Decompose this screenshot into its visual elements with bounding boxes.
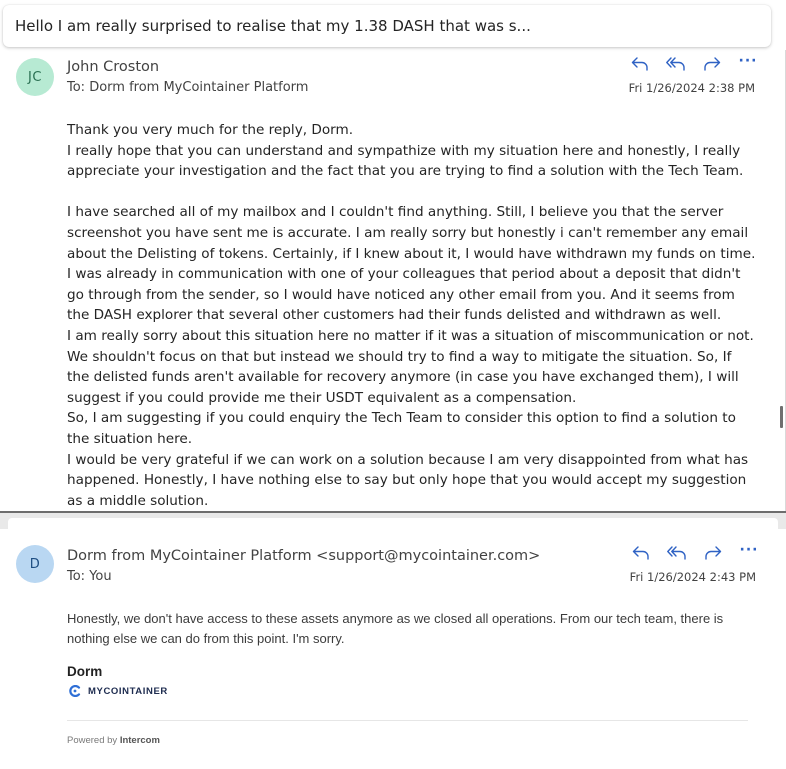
subject-title: Hello I am really surprised to realise that my 1.38 DASH that was s...: [15, 17, 531, 35]
body-paragraph: I really hope that you can understand and sympathize with my situation here and honestly, I really appreciate your investigation and the fact that you are trying to find a solution with the Tech Team.: [67, 142, 744, 180]
reply-all-icon[interactable]: [666, 543, 688, 563]
avatar[interactable]: JC: [16, 58, 54, 96]
more-icon[interactable]: ···: [738, 53, 758, 69]
message-date: Fri 1/26/2024 2:43 PM: [629, 570, 756, 584]
avatar[interactable]: D: [16, 545, 54, 583]
reply-icon[interactable]: [630, 543, 652, 563]
message-date: Fri 1/26/2024 2:38 PM: [628, 81, 755, 95]
forward-icon[interactable]: [701, 54, 723, 74]
powered-brand[interactable]: Intercom: [119, 735, 160, 746]
reply-all-icon[interactable]: [665, 54, 687, 74]
divider: [67, 720, 748, 721]
sender-name[interactable]: Dorm from MyCointainer Platform <support@mycointainer.com>: [67, 548, 541, 564]
reply-icon[interactable]: [629, 54, 651, 74]
powered-prefix: Powered by: [67, 735, 120, 746]
sender-name[interactable]: John Croston: [67, 59, 160, 75]
recipient-line: To: Dorm from MyCointainer Platform: [67, 80, 309, 95]
signature-logo: [69, 685, 168, 697]
body-paragraph: I would be very grateful if we can work on a solution because I am very disappointed from what has happened. Honestly, I have nothing else to say but only hope that you would accept my suggestion as a middle solution.: [67, 451, 749, 509]
forward-icon[interactable]: [702, 543, 724, 563]
brand-name: MYCOINTAINER: [88, 685, 168, 697]
mycointainer-logo-icon: [69, 685, 81, 697]
message-actions: [630, 543, 760, 563]
blank-line: [67, 182, 757, 203]
message-body: Honestly, we don't have access to these assets anymore as we closed all operations. From our tech team, there is nothing else we can do from this point. I'm sorry.: [67, 611, 724, 646]
signature-name: Dorm: [67, 664, 103, 679]
subject-header: [3, 5, 771, 47]
body-paragraph: So, I am suggesting if you could enquiry the Tech Team to consider this option to find a solution to the situation here.: [67, 410, 736, 447]
recipient-line: To: You: [67, 569, 112, 584]
body-paragraph: Thank you very much for the reply, Dorm.: [67, 122, 354, 138]
body-paragraph: I have searched all of my mailbox and I couldn't find anything. Still, I believe you that the server screenshot you have sent me is accurate. I am really sorry but honestly i can't remember any email about the Delisting of tokens. Certainly, if I knew about it, I would have withdrawn my funds on time. I was already in communication with one of your colleagues that period about a deposit that didn't go through from the sender, so I would have noticed any other email from you. And it seems from the DASH explorer that several other customers had their funds delisted and withdrawn as well.: [67, 204, 756, 324]
scrollbar-thumb[interactable]: [780, 406, 783, 428]
message-john-croston[interactable]: [0, 50, 786, 512]
card-top-edge: [8, 518, 778, 529]
powered-by: [67, 735, 160, 746]
more-icon[interactable]: ···: [739, 542, 759, 558]
message-body: [67, 120, 757, 511]
body-paragraph: I am really sorry about this situation here no matter if it was a situation of miscommunication or not. We shouldn't focus on that but instead we should try to find a way to mitigate the situation. So, If the delisted funds aren't available for recovery anymore (in case you have exchanged them), I will suggest if you could provide me their USDT equivalent as a compensation.: [67, 327, 754, 406]
message-dorm[interactable]: [0, 529, 786, 769]
message-actions: [629, 54, 759, 74]
